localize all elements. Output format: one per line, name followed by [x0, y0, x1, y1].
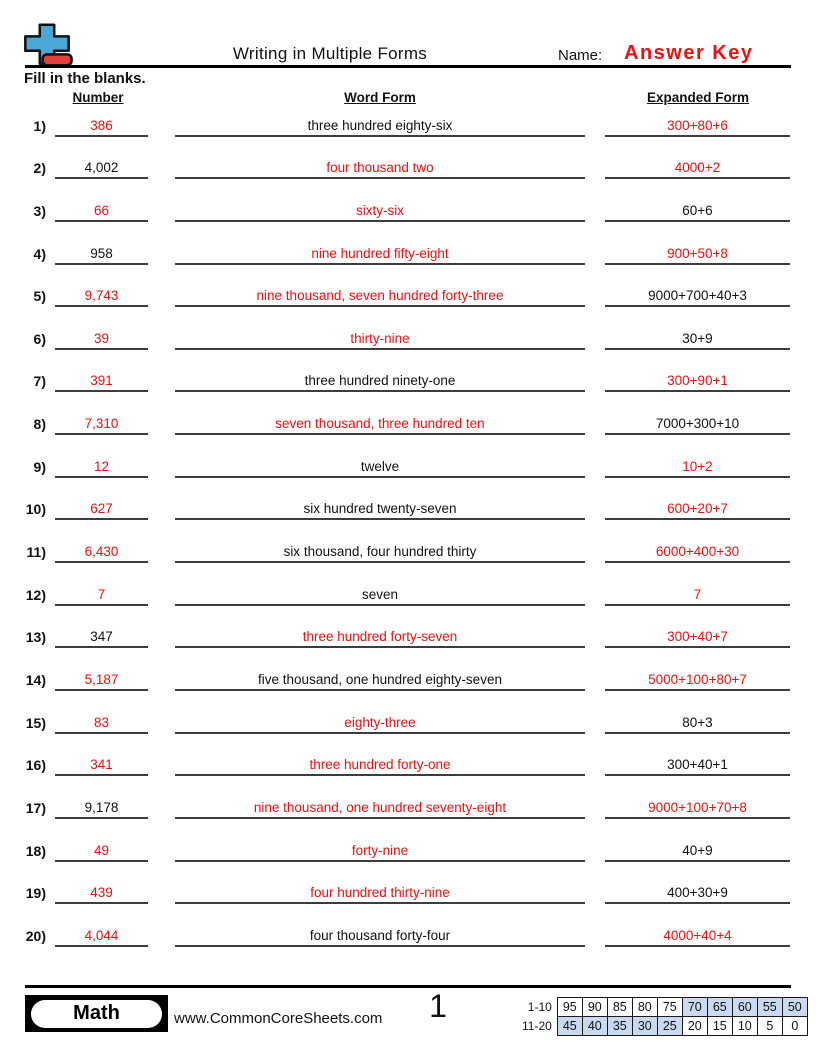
question-row — [0, 96, 816, 139]
question-row — [0, 864, 816, 907]
question-row — [0, 139, 816, 182]
number-answer-blank: 9,178 — [55, 800, 148, 819]
score-cell: 25 — [657, 1017, 682, 1036]
score-cell: 35 — [607, 1017, 632, 1036]
word-form-answer-blank: thirty-nine — [175, 331, 585, 350]
score-cell: 95 — [557, 998, 582, 1017]
word-form-answer-blank: six thousand, four hundred thirty — [175, 544, 585, 563]
question-row — [0, 352, 816, 395]
score-cell: 0 — [782, 1017, 807, 1036]
question-number: 10) — [25, 501, 46, 518]
question-number: 12) — [25, 586, 46, 603]
answer-key-text: Answer Key — [624, 42, 754, 64]
expanded-form-answer-blank: 600+20+7 — [605, 501, 790, 520]
score-cell: 30 — [632, 1017, 657, 1036]
word-form-answer-blank: nine thousand, one hundred seventy-eight — [175, 800, 585, 819]
expanded-form-answer-blank: 7000+300+10 — [605, 416, 790, 435]
score-range-label: 1-10 — [527, 1000, 552, 1014]
score-cell: 15 — [707, 1017, 732, 1036]
question-number: 14) — [25, 671, 46, 688]
question-number: 19) — [25, 885, 46, 902]
expanded-form-answer-blank: 300+40+1 — [605, 757, 790, 776]
footer-divider — [25, 985, 791, 988]
word-form-answer-blank: four thousand forty-four — [175, 928, 585, 947]
question-row — [0, 267, 816, 310]
column-header-word-form: Word Form — [344, 90, 416, 105]
question-row — [0, 394, 816, 437]
expanded-form-answer-blank: 60+6 — [605, 203, 790, 222]
score-table-row — [522, 998, 807, 1017]
number-answer-blank: 341 — [55, 757, 148, 776]
score-cell: 65 — [707, 998, 732, 1017]
score-cell: 45 — [557, 1017, 582, 1036]
number-answer-blank: 7,310 — [55, 416, 148, 435]
question-row — [0, 522, 816, 565]
question-row — [0, 224, 816, 267]
question-row — [0, 565, 816, 608]
number-answer-blank: 7 — [55, 587, 148, 606]
page-title: Writing in Multiple Forms — [232, 44, 428, 63]
question-number: 4) — [33, 245, 46, 262]
score-cell: 20 — [682, 1017, 707, 1036]
expanded-form-answer-blank: 300+80+6 — [605, 118, 790, 137]
number-answer-blank: 39 — [55, 331, 148, 350]
score-cell: 80 — [632, 998, 657, 1017]
expanded-form-answer-blank: 7 — [605, 587, 790, 606]
question-number: 3) — [33, 202, 46, 219]
question-row — [0, 693, 816, 736]
score-table-row — [522, 1017, 807, 1036]
question-number: 13) — [25, 629, 46, 646]
score-cell: 70 — [682, 998, 707, 1017]
score-cell: 5 — [757, 1017, 782, 1036]
expanded-form-answer-blank: 6000+400+30 — [605, 544, 790, 563]
header-divider — [25, 65, 791, 68]
column-header-expanded-form: Expanded Form — [646, 90, 750, 105]
word-form-answer-blank: sixty-six — [175, 203, 585, 222]
question-number: 1) — [33, 117, 46, 134]
word-form-answer-blank: three hundred forty-one — [175, 757, 585, 776]
question-row — [0, 608, 816, 651]
number-answer-blank: 66 — [55, 203, 148, 222]
number-answer-blank: 439 — [55, 885, 148, 904]
expanded-form-answer-blank: 4000+2 — [605, 160, 790, 179]
word-form-answer-blank: five thousand, one hundred eighty-seven — [175, 672, 585, 691]
word-form-answer-blank: nine thousand, seven hundred forty-three — [175, 288, 585, 307]
word-form-answer-blank: four hundred thirty-nine — [175, 885, 585, 904]
expanded-form-answer-blank: 4000+40+4 — [605, 928, 790, 947]
question-number: 20) — [25, 927, 46, 944]
number-answer-blank: 391 — [55, 373, 148, 392]
question-row — [0, 821, 816, 864]
instructions-text: Fill in the blanks. — [24, 70, 146, 87]
number-answer-blank: 4,002 — [55, 160, 148, 179]
score-cell: 50 — [782, 998, 807, 1017]
question-number: 8) — [33, 416, 46, 433]
word-form-answer-blank: four thousand two — [175, 160, 585, 179]
question-number: 6) — [33, 330, 46, 347]
word-form-answer-blank: nine hundred fifty-eight — [175, 246, 585, 265]
word-form-answer-blank: six hundred twenty-seven — [175, 501, 585, 520]
score-table-box — [522, 997, 808, 1036]
website-link[interactable]: www.CommonCoreSheets.com — [174, 1010, 383, 1027]
question-row — [0, 309, 816, 352]
number-answer-blank: 49 — [55, 843, 148, 862]
number-answer-blank: 5,187 — [55, 672, 148, 691]
word-form-answer-blank: seven thousand, three hundred ten — [175, 416, 585, 435]
question-number: 9) — [33, 458, 46, 475]
question-number: 2) — [33, 160, 46, 177]
number-answer-blank: 6,430 — [55, 544, 148, 563]
question-row — [0, 437, 816, 480]
expanded-form-answer-blank: 5000+100+80+7 — [605, 672, 790, 691]
expanded-form-answer-blank: 9000+100+70+8 — [605, 800, 790, 819]
score-cell: 90 — [582, 998, 607, 1017]
score-range-label: 11-20 — [522, 1019, 552, 1033]
question-number: 15) — [25, 714, 46, 731]
subject-badge — [25, 995, 168, 1032]
score-cell: 75 — [657, 998, 682, 1017]
word-form-answer-blank: twelve — [175, 459, 585, 478]
number-answer-blank: 12 — [55, 459, 148, 478]
score-cell: 60 — [732, 998, 757, 1017]
name-label: Name: — [558, 47, 603, 64]
question-row — [0, 480, 816, 523]
question-number: 11) — [26, 544, 46, 561]
question-number: 17) — [25, 799, 46, 816]
number-answer-blank: 9,743 — [55, 288, 148, 307]
question-number: 7) — [33, 373, 46, 390]
question-row — [0, 650, 816, 693]
word-form-answer-blank: three hundred forty-seven — [175, 629, 585, 648]
question-row — [0, 906, 816, 949]
column-header-number: Number — [72, 90, 124, 105]
word-form-answer-blank: seven — [175, 587, 585, 606]
expanded-form-answer-blank: 9000+700+40+3 — [605, 288, 790, 307]
number-answer-blank: 347 — [55, 629, 148, 648]
expanded-form-answer-blank: 40+9 — [605, 843, 790, 862]
number-answer-blank: 4,044 — [55, 928, 148, 947]
score-cell: 55 — [757, 998, 782, 1017]
word-form-answer-blank: eighty-three — [175, 715, 585, 734]
word-form-answer-blank: three hundred ninety-one — [175, 373, 585, 392]
expanded-form-answer-blank: 300+40+7 — [605, 629, 790, 648]
number-answer-blank: 386 — [55, 118, 148, 137]
expanded-form-answer-blank: 900+50+8 — [605, 246, 790, 265]
score-cell: 10 — [732, 1017, 757, 1036]
score-table — [522, 997, 808, 1036]
number-answer-blank: 627 — [55, 501, 148, 520]
question-row — [0, 181, 816, 224]
expanded-form-answer-blank: 300+90+1 — [605, 373, 790, 392]
question-number: 18) — [25, 842, 46, 859]
question-number: 16) — [25, 757, 46, 774]
number-answer-blank: 958 — [55, 246, 148, 265]
question-row — [0, 736, 816, 779]
expanded-form-answer-blank: 80+3 — [605, 715, 790, 734]
number-answer-blank: 83 — [55, 715, 148, 734]
score-cell: 40 — [582, 1017, 607, 1036]
subject-label: Math — [31, 1000, 162, 1028]
page-number: 1 — [429, 988, 447, 1024]
question-row — [0, 778, 816, 821]
expanded-form-answer-blank: 10+2 — [605, 459, 790, 478]
worksheet-rows — [0, 96, 816, 949]
expanded-form-answer-blank: 30+9 — [605, 331, 790, 350]
expanded-form-answer-blank: 400+30+9 — [605, 885, 790, 904]
score-cell: 85 — [607, 998, 632, 1017]
word-form-answer-blank: forty-nine — [175, 843, 585, 862]
word-form-answer-blank: three hundred eighty-six — [175, 118, 585, 137]
question-number: 5) — [33, 288, 46, 305]
